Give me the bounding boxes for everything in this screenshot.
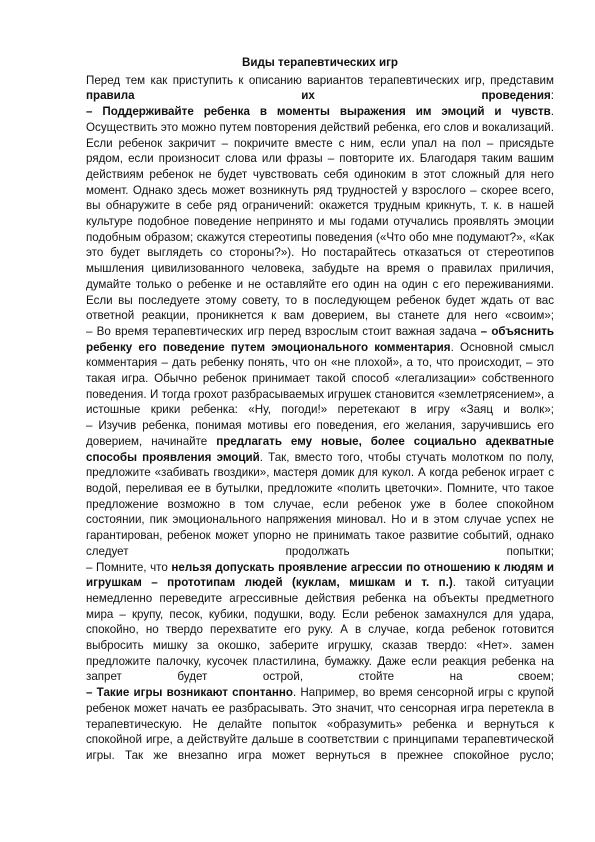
rule-3-lead: – Изучив ребенка, понимая мотивы его поведения, его желания, заручившись его доверием, начинайте bbox=[86, 419, 554, 448]
rule-2-lead: – Во время терапевтических игр перед взрослым стоит важная задача bbox=[86, 324, 481, 338]
intro-bold: правила их проведения bbox=[86, 89, 551, 103]
rule-4-bold: нельзя допускать проявление агрессии по отношению к людям и игрушкам – прототипам людей (куклам, мишкам и т. п.) bbox=[86, 560, 554, 590]
rule-1-bold: – Поддерживайте ребенка в моменты выражения им эмоций и чувств bbox=[86, 105, 551, 119]
rule-3-text: . Так, вместо того, чтобы стучать молотком по полу, предложите «забивать гвоздики», мастеря домик для кукол. А когда ребенок играет с водой, переливая ее в бутылки, предложите «полить цветочки». Помните, что такое предложение возможно в том случае, если ребенок уже в более спокойном состоянии, пик эмоционального напряжения миновал. Но и в этом случае успех не гарантирован, ребенок может упорно не принимать такое развитие событий, однако следует продолжать попытки; bbox=[86, 450, 554, 558]
rule-paragraph-3 bbox=[86, 418, 554, 559]
intro-colon: : bbox=[550, 89, 554, 103]
rule-paragraph-4 bbox=[86, 560, 554, 686]
rule-5-text: . Например, во время сенсорной игры с крупой ребенок может начать ее разбрасывать. Это значит, что сенсорная игра перетекла в терапевтическую. Не делайте попыток «образумить» ребенка и вернуться к спокойной игре, а действуйте дальше в соответствии с принципами терапевтической игры. Так же внезапно игра может вернуться в прежнее спокойное русло; bbox=[86, 686, 554, 762]
rule-3-bold: предлагать ему новые, более социально адекватные способы проявления эмоций bbox=[86, 434, 554, 464]
rule-4-text: . такой ситуации немедленно переведите агрессивные действия ребенка на объекты предметного мира – крупу, песок, кубики, подушки, воду. Если ребенок замахнулся для удара, спокойно, но твердо перехватите его руку. А в случае, когда ребенок готовится выбросить мишку за окошко, заберите игрушку, сказав твердо: «Нет». замен предложите палочку, кусочек пластилина, бумажку. Даже если реакция ребенка на запрет будет острой, стойте на своем; bbox=[86, 576, 554, 684]
rule-1-text: . Осуществить это можно путем повторения действий ребенка, его слов и вокализаций. Если ребенок закричит – покричите вместе с ним, если упал на пол – присядьте рядом, если произносит слова или фразы – повторите их. Благодаря таким вашим действиям ребенок не будет чувствовать себя одиноким в этот сложный для него момент. Однако здесь может возникнуть ряд трудностей у взрослого – скорее всего, вы обнаружите в себе ряд ограничений: окажется трудным крикнуть, т. к. в нашей культуре подобное поведение непринято и мы годами отучались проявлять эмоции подобным образом; скажутся стереотипы поведения («Что обо мне подумают?», «Как это будет выглядеть со стороны?»). Но постарайтесь отказаться от стереотипов мышления цивилизованного человека, забудьте на время о правилах приличия, думайте только о ребенке и не оставляйте его один на один с его переживаниями. Если вы последуете этому совету, то в последующем ребенок будет ждать от вас ответной реакции, проникнется к вам доверием, вы станете для него «своим»; bbox=[86, 105, 554, 323]
rule-2-text: . Основной смысл комментария – дать ребенку понять, что он «не плохой», а то, что происходит, – это такая игра. Обычно ребенок принимает такой способ «легализации» собственного поведения. И тогда грохот разбрасываемых игрушек становится «землетрясением», а истошные крики ребенка: «Ну, погоди!» перетекают в игру «Заяц и волк»; bbox=[86, 340, 554, 417]
rule-paragraph-1 bbox=[86, 104, 554, 324]
rule-paragraph-2 bbox=[86, 324, 554, 418]
rule-paragraph-5 bbox=[86, 685, 554, 764]
document-title: Виды терапевтических игр bbox=[242, 56, 398, 69]
rule-5-bold: – Такие игры возникают спонтанно bbox=[86, 686, 293, 700]
intro-text: Перед тем как приступить к описанию вариантов терапевтических игр, представим bbox=[86, 73, 554, 87]
rule-2-bold: – объяснить ребенку его поведение путем эмоционального комментария bbox=[86, 324, 555, 354]
intro-paragraph bbox=[86, 73, 554, 104]
document-page bbox=[86, 55, 554, 764]
rule-4-lead: – Помните, что bbox=[86, 560, 172, 574]
